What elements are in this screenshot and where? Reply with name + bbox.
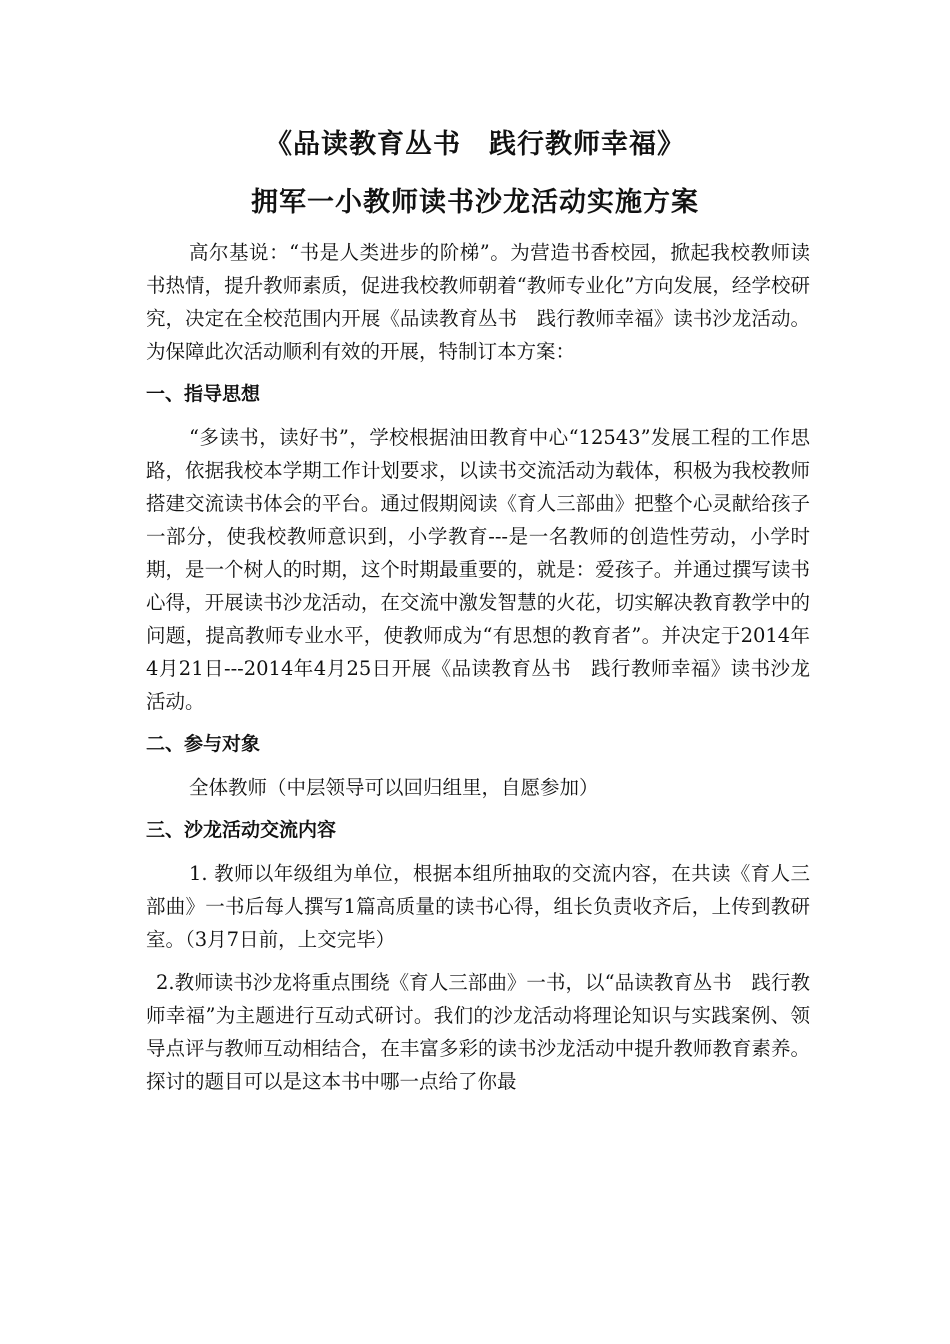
salon-item-2: 2.教师读书沙龙将重点围绕《育人三部曲》一书，以“品读教育丛书 践行教师幸福”为主题进行互动式研讨。我们的沙龙活动将理论知识与实践案例、领导点评与教师互动相结合，在丰富多彩的读书沙龙活动中提升教师教育素养。探讨的题目可以是这本书中哪一点给了你最 bbox=[146, 971, 810, 1093]
participants-paragraph: 全体教师（中层领导可以回归组里，自愿参加） bbox=[189, 776, 599, 799]
section-heading-participants: 二、参与对象 bbox=[146, 733, 261, 755]
section-heading-salon-content: 三、沙龙活动交流内容 bbox=[146, 819, 337, 841]
section-heading-guiding-ideology: 一、指导思想 bbox=[146, 383, 261, 405]
document-subtitle: 拥军一小教师读书沙龙活动实施方案 bbox=[251, 187, 699, 218]
guiding-ideology-paragraph: “多读书，读好书”，学校根据油田教育中心“12543”发展工程的工作思路，依据我校本学期工作计划要求，以读书交流活动为载体，积极为我校教师搭建交流读书体会的平台。通过假期阅读《育人三部曲》把整个心灵献给孩子一部分，使我校教师意识到，小学教育---是一名教师的创造性劳动，小学时期，是一个树人的时期，这个时期最重要的，就是：爱孩子。并通过撰写读书心得，开展读书沙龙活动，在交流中激发智慧的火花，切实解决教育教学中的问题，提高教师专业水平，使教师成为“有思想的教育者”。并决定于2014年4月21日---2014年4月25日开展《品读教育丛书 践行教师幸福》读书沙龙活动。 bbox=[146, 426, 810, 713]
intro-paragraph: 高尔基说：“书是人类进步的阶梯”。为营造书香校园，掀起我校教师读书热情，提升教师素质，促进我校教师朝着“教师专业化”方向发展，经学校研究，决定在全校范围内开展《品读教育丛书 践行教师幸福》读书沙龙活动。为保障此次活动顺利有效的开展，特制订本方案： bbox=[146, 241, 810, 363]
salon-item-1: 1. 教师以年级组为单位，根据本组所抽取的交流内容，在共读《育人三部曲》一书后每人撰写1篇高质量的读书心得，组长负责收齐后，上传到教研室。（3月7日前，上交完毕） bbox=[146, 862, 810, 951]
document-body bbox=[146, 236, 810, 1098]
document-title: 《品读教育丛书 践行教师幸福》 bbox=[265, 129, 685, 160]
